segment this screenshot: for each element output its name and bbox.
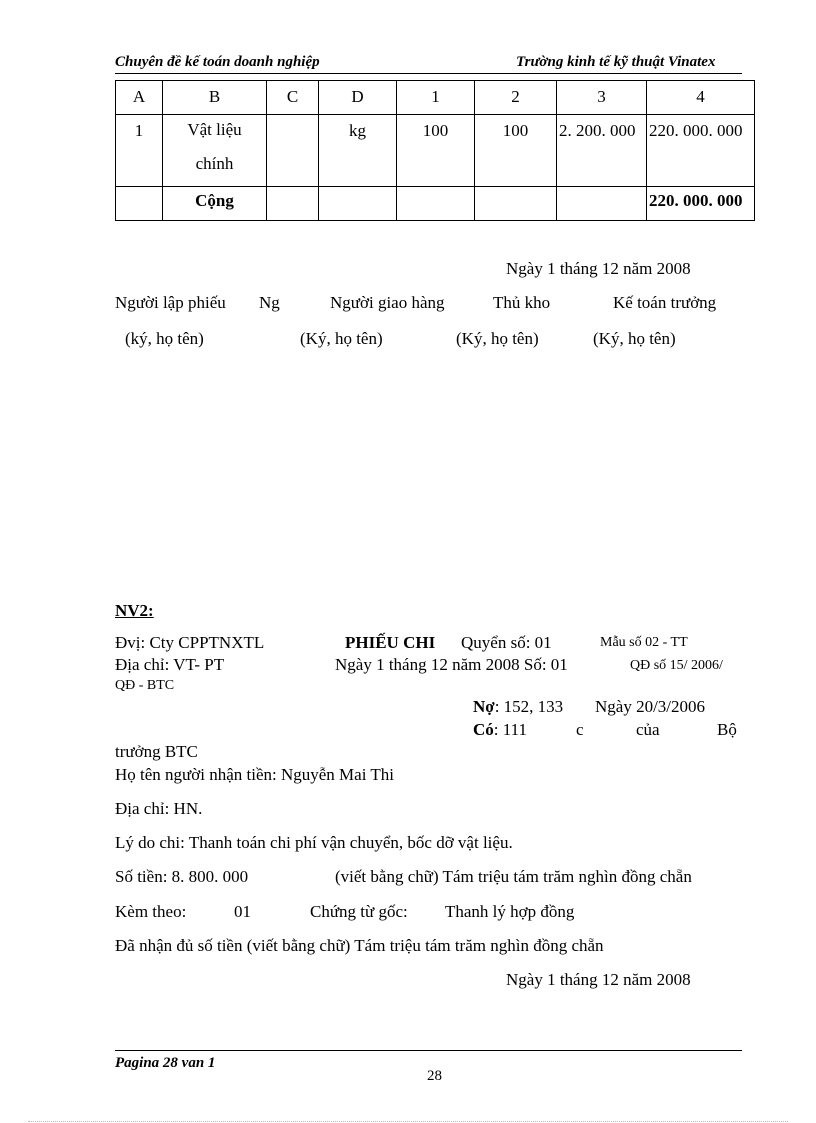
total-empty-cell <box>319 187 397 221</box>
address: Địa chỉ: VT- PT <box>115 655 225 674</box>
header-left-title: Chuyên đề kế toán doanh nghiệp <box>115 54 320 70</box>
amount-in-words: (viết bằng chữ) Tám triệu tám trăm nghìn đồng chẵn <box>335 867 692 886</box>
table-header-cell: C <box>267 81 319 115</box>
amount: Số tiền: 8. 800. 000 <box>115 867 249 886</box>
table-header-cell: D <box>319 81 397 115</box>
cell-unit-price: 2. 200. 000 <box>557 115 647 187</box>
attachments-label: Kèm theo: <box>115 902 187 921</box>
footer-pagina: Pagina 28 van 1 <box>115 1055 216 1071</box>
fragment-bo: Bộ <box>717 720 737 739</box>
cell-b-line1: Vật liệu <box>187 120 242 139</box>
credit-account <box>473 720 527 740</box>
book-number: Quyển số: 01 <box>461 633 552 652</box>
table-header-cell: A <box>116 81 163 115</box>
voucher-date-bottom: Ngày 1 tháng 12 năm 2008 <box>506 970 691 989</box>
table-header-cell: 4 <box>647 81 755 115</box>
role-nguoi-lap-phieu: Người lập phiếu <box>115 293 226 312</box>
credit-value: : 111 <box>493 720 527 739</box>
total-empty-cell <box>397 187 475 221</box>
table-header-cell: 3 <box>557 81 647 115</box>
table-header-cell: 2 <box>475 81 557 115</box>
header-rule <box>115 73 742 74</box>
source-doc-value: Thanh lý hợp đồng <box>445 902 575 921</box>
recipient-address: Địa chỉ: HN. <box>115 799 203 818</box>
goods-table <box>115 80 755 221</box>
role-ng: Ng <box>259 293 280 312</box>
source-doc-label: Chứng từ gốc: <box>310 902 408 921</box>
table-header-cell: B <box>163 81 267 115</box>
sign-note: (ký, họ tên) <box>125 329 204 348</box>
cell-d: kg <box>319 115 397 187</box>
cell-amount: 220. 000. 000 <box>647 115 755 187</box>
ministry-line: trưởng BTC <box>115 742 198 761</box>
table-row <box>116 115 755 187</box>
unit-name: Đvị: Cty CPPTNXTL <box>115 633 265 652</box>
decision-date: Ngày 20/3/2006 <box>595 697 706 716</box>
page-number: 28 <box>427 1068 442 1084</box>
cell-a: 1 <box>116 115 163 187</box>
voucher-title: PHIẾU CHI <box>345 633 436 652</box>
cell-qty-doc: 100 <box>397 115 475 187</box>
fragment-c: c <box>576 720 584 739</box>
credit-label: Có <box>473 720 494 739</box>
role-ke-toan-truong: Kế toán trưởng <box>613 293 717 312</box>
header-right-title: Trường kinh tế kỹ thuật Vinatex <box>516 54 716 70</box>
fragment-cua: của <box>636 720 660 739</box>
cell-b-line2: chính <box>195 154 234 173</box>
decision-btc: QĐ - BTC <box>115 678 175 693</box>
footer-rule <box>115 1050 742 1051</box>
total-label: Cộng <box>163 187 267 221</box>
decision-number: QĐ số 15/ 2006/ <box>630 658 723 673</box>
form-number: Mẫu số 02 - TT <box>600 635 688 650</box>
total-empty-cell <box>557 187 647 221</box>
cell-qty-actual: 100 <box>475 115 557 187</box>
table-header-cell: 1 <box>397 81 475 115</box>
page-edge-divider <box>28 1121 788 1122</box>
signature-date: Ngày 1 tháng 12 năm 2008 <box>506 259 691 278</box>
table-header-row <box>116 81 755 115</box>
total-empty-cell <box>116 187 163 221</box>
sign-note: (Ký, họ tên) <box>456 329 539 348</box>
debit-value: : 152, 133 <box>494 697 564 716</box>
debit-account <box>473 697 563 717</box>
table-total-row <box>116 187 755 221</box>
voucher-date-number: Ngày 1 tháng 12 năm 2008 Số: 01 <box>335 655 568 674</box>
cell-b <box>163 115 267 187</box>
nv2-heading: NV2: <box>115 601 154 620</box>
role-nguoi-giao-hang: Người giao hàng <box>330 293 445 312</box>
attachments-count: 01 <box>234 902 251 921</box>
debit-label: Nợ <box>473 697 495 716</box>
recipient-name: Họ tên người nhận tiền: Nguyễn Mai Thi <box>115 765 394 784</box>
sign-note: (Ký, họ tên) <box>300 329 383 348</box>
total-amount: 220. 000. 000 <box>647 187 755 221</box>
total-empty-cell <box>475 187 557 221</box>
cell-c <box>267 115 319 187</box>
total-empty-cell <box>267 187 319 221</box>
received-amount: Đã nhận đủ số tiền (viết bằng chữ) Tám triệu tám trăm nghìn đồng chẵn <box>115 936 604 955</box>
payment-reason: Lý do chi: Thanh toán chi phí vận chuyển, bốc dỡ vật liệu. <box>115 833 513 852</box>
role-thu-kho: Thủ kho <box>493 293 551 312</box>
sign-note: (Ký, họ tên) <box>593 329 676 348</box>
